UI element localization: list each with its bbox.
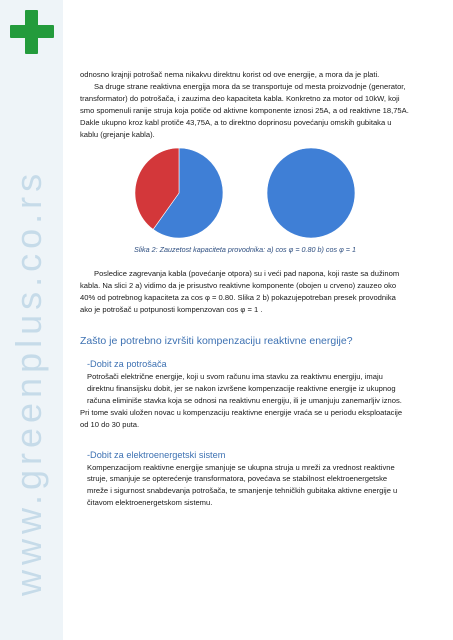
paragraph-intro: odnosno krajnji potrošač nema nikakvu direktnu korist od ove energije, a mora da je plati. [80,70,380,79]
pie-charts [80,147,410,241]
paragraph-consumer-benefit: Potrošači električne energije, koji u svom računu ima stavku za reaktivnu energiju, imaju direktnu finansijsku dobit, jer se nakon izvršene kompenzacije reaktivne energije iz ukupnog računa eliminiše stavka koja se odnosi na reaktivnu energiju, ili je umanjuju zanemarljiv iznos. [87,371,402,405]
paragraph-consequences: Posledice zagrevanja kabla (povećanje otpora) su i veći pad napona, koji raste sa dužinom kabla. Na slici 2 a) vidimo da je prisustvo reaktivne komponente (obojen u crveno) zauzeo oko 40% od potrebnog kapaciteta za cos φ = 0.80. Slika 2 b) pokazujepotreban presek provodnika ako je potrošač u potpunosti kompenzovan cos φ = 1 . [80,269,400,315]
plus-logo-icon [8,8,56,56]
section-question-heading: Zašto je potrebno izvršiti kompenzaciju reaktivne energije? [80,334,353,347]
pie-1-slice-0 [267,148,355,238]
paragraph-system-benefit: Kompenzacijom reaktivne energije smanjuje se ukupna struja u mreži za vrednost reaktivne struje, smanjuje se opterećenje transformatora, povećava se stabilnost elektroenergetske mreže i sigurnost snabdevanja potrošača, te smanjenje tehničkih gubitaka aktivne energije u čitavom elektroenergetskom sistemu. [87,462,398,508]
document-body [80,69,410,509]
sidebar [0,0,63,640]
pie-charts-svg [80,147,410,241]
website-url: www.greenplus.co.rs [8,168,49,596]
heading-system-benefit: -Dobit za elektroenergetski sistem [87,449,226,460]
paragraph-payback: Pri tome svaki uložen novac u kompenzaciju reaktivne energije vraća se u periodu eksploatacije od 10 do 30 puta. [80,407,403,429]
figure-caption: Slika 2: Zauzetost kapaciteta provodnika: a) cos φ = 0.80 b) cos φ = 1 [134,245,356,255]
heading-consumer-benefit: -Dobit za potrošača [87,358,167,369]
paragraph-transport: Sa druge strane reaktivna energija mora da se transportuje od mesta proizvodnje (generator, transformator) do potrošača, i zauzima deo kapaciteta kabla. Konkretno za motor od 10kW, koji smo spomenuli ranije struja koja potiče od aktivne komponente iznosi 25A, a od reaktivne 18,75A. Dakle ukupno kroz kabl protiče 43,75A, a to direktno doprinosu povećanju omskih gubitaka u kablu (grejanje kabla). [80,81,409,139]
